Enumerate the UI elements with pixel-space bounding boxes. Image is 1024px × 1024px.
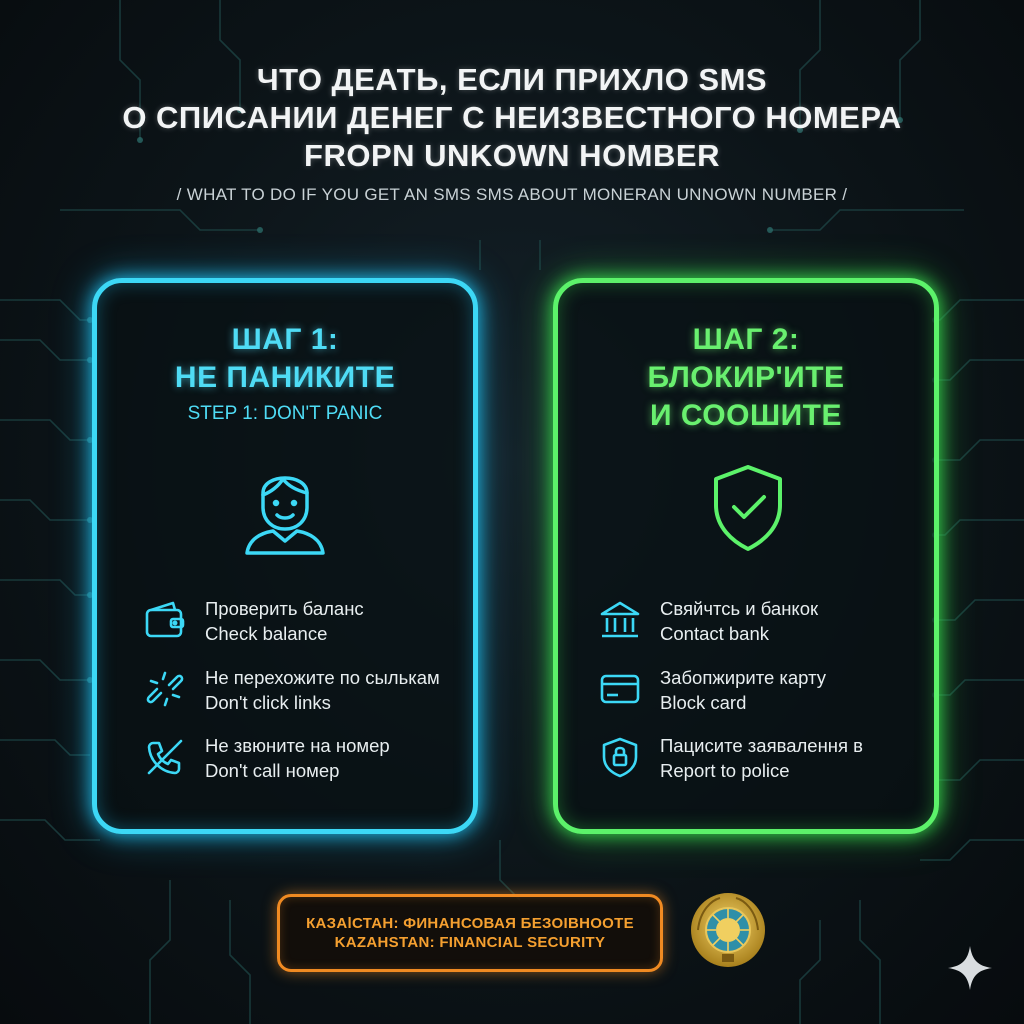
police-badge-icon — [598, 735, 642, 779]
item-label-ru: Не звюните на номер — [205, 735, 390, 756]
item-label-en: Contact bank — [660, 623, 770, 644]
title-line-3: FROPN UNKOWN HOMBER — [304, 138, 720, 173]
calm-person-icon — [243, 463, 327, 555]
step1-item-check-balance — [143, 598, 463, 648]
bank-icon — [598, 598, 642, 642]
badge-line-ru: КАЗАlСТАН: ФИНАНСОВАЯ БЕЗОІВНООТЕ — [306, 915, 634, 932]
item-label-ru: Проверить баланс — [205, 598, 364, 619]
step2-heading-line3: И СООШИТЕ — [649, 399, 843, 432]
step2-card — [553, 278, 939, 834]
step2-item-contact-bank — [598, 598, 918, 648]
step2-heading-line1: ШАГ 2: — [692, 323, 800, 356]
item-label-ru: Забопжирите карту — [660, 667, 826, 688]
step1-card — [92, 278, 478, 834]
item-label-en: Don't click links — [205, 692, 331, 713]
step1-heading-line1: ШАГ 1: — [231, 323, 339, 356]
sparkle-icon — [946, 944, 994, 992]
credit-card-icon — [598, 667, 642, 711]
footer-badge — [277, 894, 663, 972]
subtitle: / WHAT TO DO IF YOU GET AN SMS SMS ABOUT MONERAN UNNOWN NUMBER / — [176, 185, 848, 204]
item-label-en: Report to police — [660, 760, 790, 781]
step1-english-label: STEP 1: DON'T PANIC — [187, 403, 383, 424]
title-line-1: ЧТО ДЕАТЬ, ЕСЛИ ПРИХЛО SMS — [256, 62, 768, 97]
badge-line-en: KAZAHSTAN: FINANCIAL SECURITY — [334, 934, 606, 951]
title-line-2: О СПИСАНИИ ДЕНЕГ С НЕИЗВЕСТНОГО НОМЕРА — [122, 100, 902, 135]
no-call-icon — [143, 735, 187, 779]
item-label-ru: Не перехожите по сылькам — [205, 667, 440, 688]
wallet-icon — [143, 598, 187, 642]
kazakhstan-emblem-icon — [688, 890, 768, 970]
item-label-ru: Пацисите заявалення в — [660, 735, 863, 756]
step1-item-dont-click-links — [143, 667, 463, 717]
step2-item-report-police — [598, 735, 918, 785]
step1-heading-line2: НЕ ПАНИКИТЕ — [174, 361, 396, 394]
item-label-en: Block card — [660, 692, 747, 713]
broken-link-icon — [143, 667, 187, 711]
shield-check-icon — [708, 461, 788, 553]
item-label-en: Check balance — [205, 623, 328, 644]
item-label-en: Don't call номер — [205, 760, 340, 781]
item-label-ru: Свяйчтсь и банкок — [660, 598, 819, 619]
step2-item-block-card — [598, 667, 918, 717]
step2-heading-line2: БЛОКИР'ИТЕ — [647, 361, 845, 394]
step1-item-dont-call — [143, 735, 463, 785]
